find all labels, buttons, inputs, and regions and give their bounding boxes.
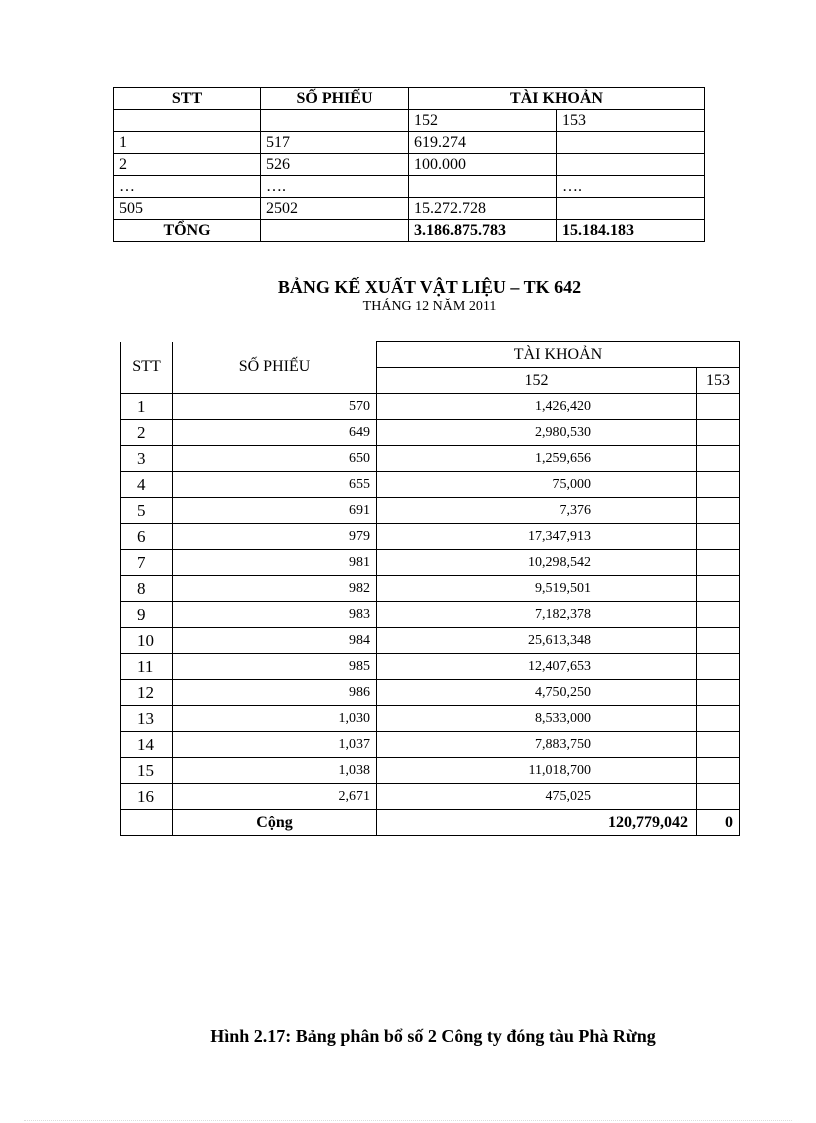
cell-153 <box>697 784 740 810</box>
cell-153 <box>697 394 740 420</box>
cell-stt: 5 <box>121 498 173 524</box>
cell-152: 4,750,250 <box>377 680 697 706</box>
header-so-phieu: SỐ PHIẾU <box>173 342 377 394</box>
cell-so-phieu: 1,030 <box>173 706 377 732</box>
cell-153 <box>697 420 740 446</box>
cell-stt: 1 <box>114 132 261 154</box>
cell-stt: 16 <box>121 784 173 810</box>
cell-152: 8,533,000 <box>377 706 697 732</box>
total-row <box>121 810 740 836</box>
cell-stt: 14 <box>121 732 173 758</box>
header-152: 152 <box>377 368 697 394</box>
total-153: 0 <box>697 810 740 836</box>
table-row <box>121 472 740 498</box>
total-row <box>114 220 705 242</box>
cell-152: 475,025 <box>377 784 697 810</box>
cell-153 <box>697 706 740 732</box>
table-row <box>121 680 740 706</box>
cell-so-phieu: 1,038 <box>173 758 377 784</box>
cell-stt: 11 <box>121 654 173 680</box>
table-row <box>121 524 740 550</box>
header-blank <box>261 110 409 132</box>
cell-stt: 4 <box>121 472 173 498</box>
figure-caption: Hình 2.17: Bảng phân bổ số 2 Công ty đóng tàu Phà Rừng <box>210 1026 656 1046</box>
cell-stt: 505 <box>114 198 261 220</box>
cell-152: 11,018,700 <box>377 758 697 784</box>
header-so-phieu: SỐ PHIẾU <box>261 88 409 110</box>
cell-so-phieu: 570 <box>173 394 377 420</box>
table-row <box>121 602 740 628</box>
cell-so-phieu: 691 <box>173 498 377 524</box>
cell-stt: 10 <box>121 628 173 654</box>
cell-153 <box>697 680 740 706</box>
cell-so-phieu: 655 <box>173 472 377 498</box>
cell-152: 25,613,348 <box>377 628 697 654</box>
cell-153 <box>697 732 740 758</box>
cell-152: 1,259,656 <box>377 446 697 472</box>
table-row <box>114 198 705 220</box>
table-row <box>121 550 740 576</box>
cell-152: 12,407,653 <box>377 654 697 680</box>
table-row <box>121 576 740 602</box>
table-2-title: BẢNG KẾ XUẤT VẬT LIỆU – TK 642 <box>277 277 582 297</box>
cell-152: 7,883,750 <box>377 732 697 758</box>
cell-so-phieu: 984 <box>173 628 377 654</box>
total-label: TỔNG <box>114 220 261 242</box>
table-row <box>121 628 740 654</box>
cell-152 <box>409 176 557 198</box>
cell-153 <box>557 154 705 176</box>
table-row <box>121 706 740 732</box>
cell-so-phieu: …. <box>261 176 409 198</box>
table-row <box>121 420 740 446</box>
cell-152: 75,000 <box>377 472 697 498</box>
cell-stt: 9 <box>121 602 173 628</box>
cell-153: …. <box>557 176 705 198</box>
total-label: Cộng <box>173 810 377 836</box>
table-row <box>121 732 740 758</box>
cell-stt: 8 <box>121 576 173 602</box>
total-blank <box>121 810 173 836</box>
table-row <box>121 498 740 524</box>
cell-153 <box>697 446 740 472</box>
cell-so-phieu: 983 <box>173 602 377 628</box>
header-stt: STT <box>114 88 261 110</box>
cell-so-phieu: 982 <box>173 576 377 602</box>
cell-so-phieu: 526 <box>261 154 409 176</box>
cell-so-phieu: 650 <box>173 446 377 472</box>
cell-so-phieu: 2502 <box>261 198 409 220</box>
header-blank <box>114 110 261 132</box>
table-row <box>114 176 705 198</box>
cell-so-phieu: 986 <box>173 680 377 706</box>
cell-153 <box>697 576 740 602</box>
header-stt: STT <box>121 342 173 394</box>
cell-153 <box>697 524 740 550</box>
cell-153 <box>697 472 740 498</box>
cell-so-phieu: 981 <box>173 550 377 576</box>
cell-stt: 13 <box>121 706 173 732</box>
header-tai-khoan: TÀI KHOẢN <box>409 88 705 110</box>
cell-so-phieu: 2,671 <box>173 784 377 810</box>
cell-153 <box>697 654 740 680</box>
cell-stt: 3 <box>121 446 173 472</box>
total-153: 15.184.183 <box>557 220 705 242</box>
table-2 <box>120 341 740 836</box>
cell-stt: 7 <box>121 550 173 576</box>
cell-stt: 6 <box>121 524 173 550</box>
cell-152: 17,347,913 <box>377 524 697 550</box>
cell-stt: 12 <box>121 680 173 706</box>
cell-stt: 2 <box>114 154 261 176</box>
cell-152: 100.000 <box>409 154 557 176</box>
cell-stt: 2 <box>121 420 173 446</box>
table-row <box>121 654 740 680</box>
cell-153 <box>557 198 705 220</box>
cell-152: 9,519,501 <box>377 576 697 602</box>
table-1 <box>113 87 705 242</box>
cell-153 <box>697 498 740 524</box>
cell-152: 15.272.728 <box>409 198 557 220</box>
cell-stt: 1 <box>121 394 173 420</box>
cell-153 <box>697 602 740 628</box>
table-row <box>114 154 705 176</box>
cell-153 <box>697 758 740 784</box>
cell-152: 7,376 <box>377 498 697 524</box>
header-152: 152 <box>409 110 557 132</box>
total-152: 120,779,042 <box>377 810 697 836</box>
header-153: 153 <box>697 368 740 394</box>
header-tai-khoan: TÀI KHOẢN <box>377 342 740 368</box>
total-so-phieu <box>261 220 409 242</box>
cell-so-phieu: 979 <box>173 524 377 550</box>
cell-152: 2,980,530 <box>377 420 697 446</box>
table-row <box>121 784 740 810</box>
cell-153 <box>697 550 740 576</box>
cell-so-phieu: 1,037 <box>173 732 377 758</box>
cell-152: 7,182,378 <box>377 602 697 628</box>
cell-stt: 15 <box>121 758 173 784</box>
cell-152: 619.274 <box>409 132 557 154</box>
cell-so-phieu: 517 <box>261 132 409 154</box>
header-153: 153 <box>557 110 705 132</box>
total-152: 3.186.875.783 <box>409 220 557 242</box>
cell-152: 10,298,542 <box>377 550 697 576</box>
table-row <box>121 758 740 784</box>
table-row <box>121 446 740 472</box>
cell-so-phieu: 649 <box>173 420 377 446</box>
cell-153 <box>697 628 740 654</box>
table-row <box>121 394 740 420</box>
table-2-subtitle: THÁNG 12 NĂM 2011 <box>362 299 497 314</box>
cell-stt: … <box>114 176 261 198</box>
cell-153 <box>557 132 705 154</box>
cell-152: 1,426,420 <box>377 394 697 420</box>
cell-so-phieu: 985 <box>173 654 377 680</box>
page-footer-divider <box>24 1120 792 1121</box>
table-row <box>114 132 705 154</box>
